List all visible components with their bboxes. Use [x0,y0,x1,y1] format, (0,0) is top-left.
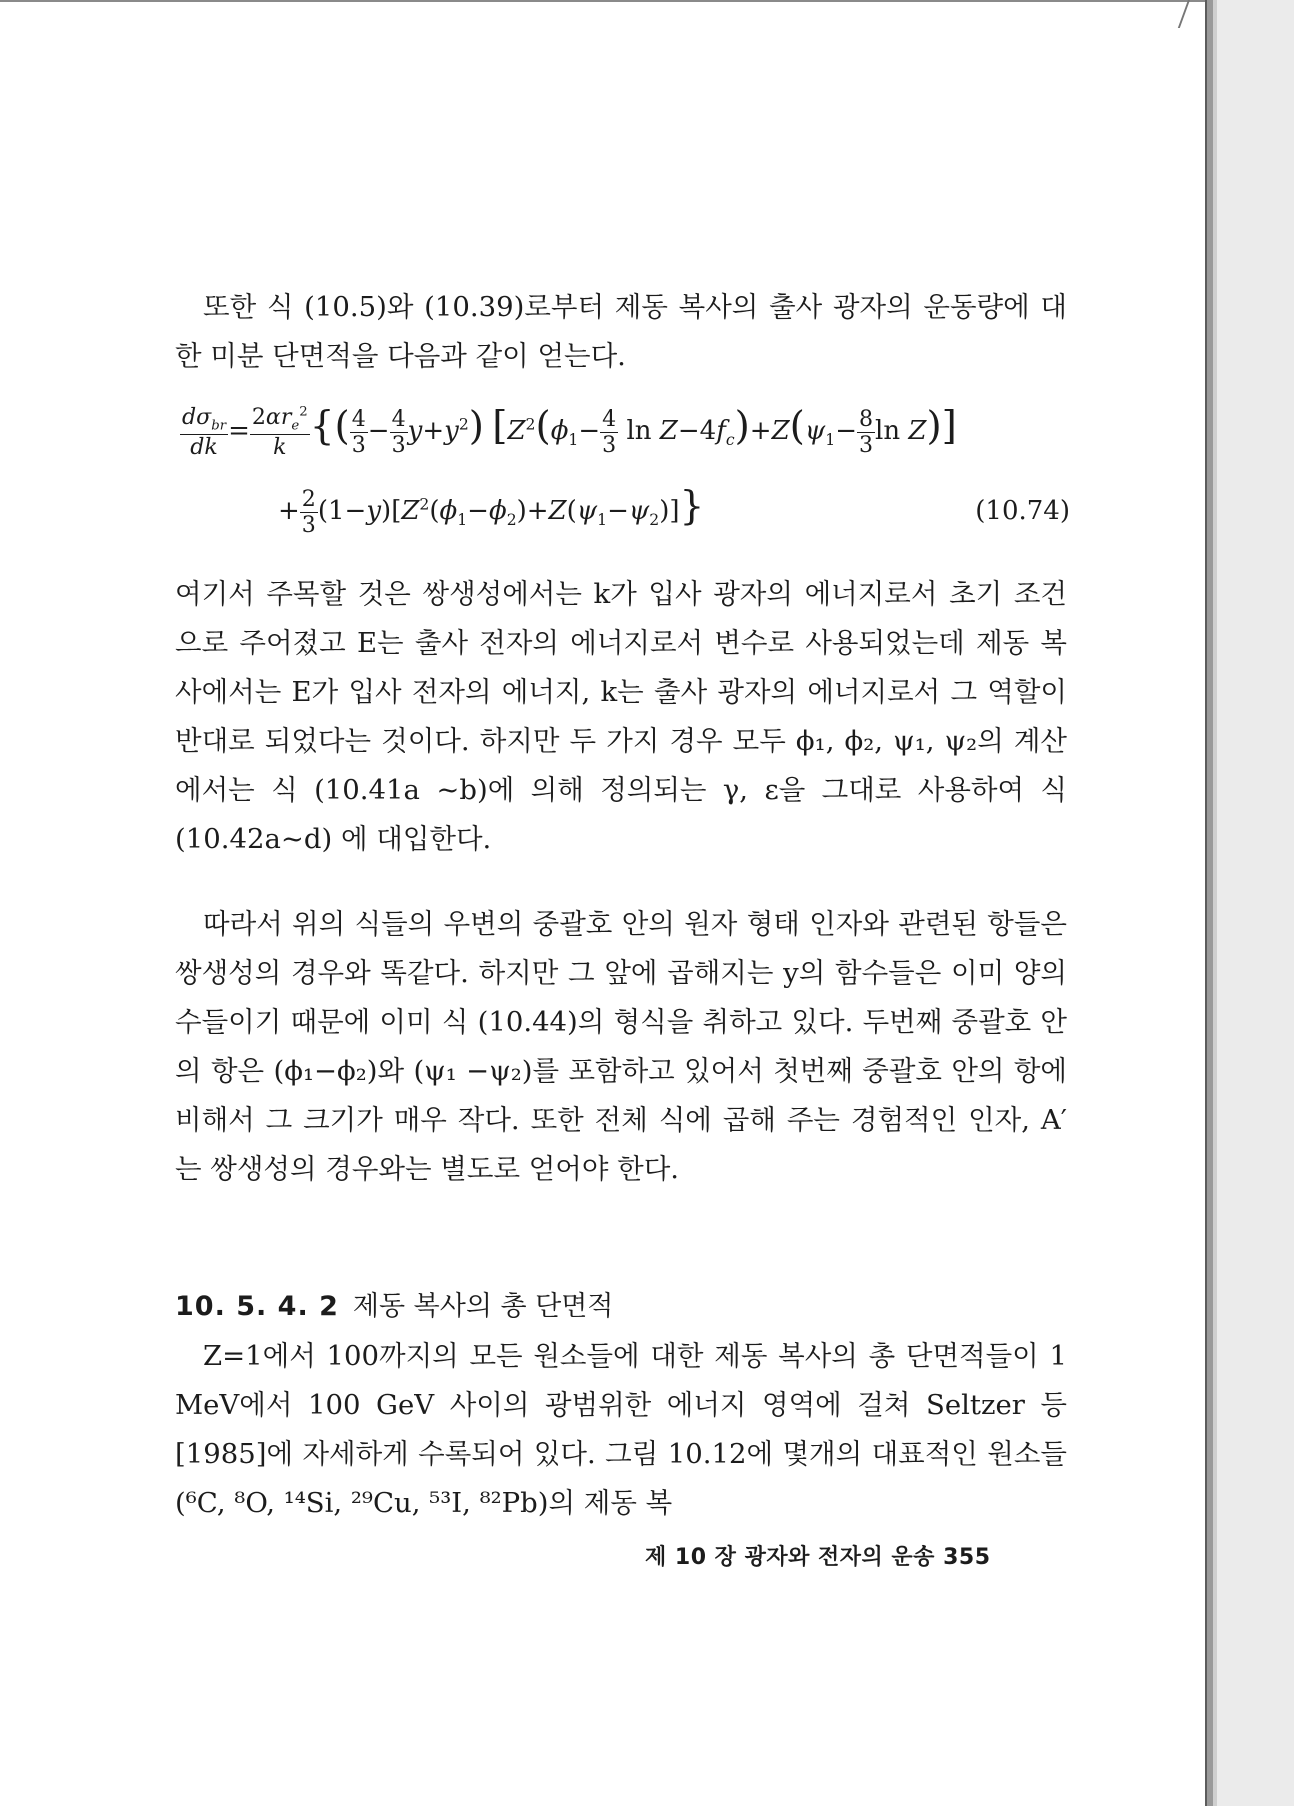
page-footer: 제 10 장 광자와 전자의 운송 355 [645,1545,991,1570]
equation-10-74 [180,404,1070,544]
equation-number: (10.74) [975,496,1070,526]
paragraph-total-cross-section-text: Z=1에서 100까지의 모든 원소들에 대한 제동 복사의 총 단면적들이 1 MeV에서 100 GeV 사이의 광범위한 에너지 영역에 걸쳐 Seltzer 등[1985]에 자세하게 수록되어 있다. 그림 10.12에 몇개의 대표적인 원소들(⁶C, ⁸O, ¹⁴Si, ²⁹Cu, ⁵³I, ⁸²Pb)의 제동 복 [175,1340,1067,1519]
paragraph-comparison [175,900,1067,1194]
paragraph-explanation-text: 여기서 주목할 것은 쌍생성에서는 k가 입사 광자의 에너지로서 초기 조건으로 주어졌고 E는 출사 전자의 에너지로서 변수로 사용되었는데 제동 복사에서는 E가 입사 전자의 에너지, k는 출사 광자의 에너지로서 그 역할이 반대로 되었다는 것이다. 하지만 두 가지 경우 모두 ϕ₁, ϕ₂, ψ₁, ψ₂의 계산에서는 식 (10.41a ~b)에 의해 정의되는 γ, ε을 그대로 사용하여 식 (10.42a~d) 에 대입한다. [175,578,1067,855]
section-number: 10. 5. 4. 2 [175,1291,339,1322]
page-corner-fold [1178,0,1202,28]
paragraph-intro [175,283,1067,381]
equation-line-1: $\frac{d\sigma_{br}}{dk}$ = $\frac{2\alpha r_e^2}{k}$ {( $\frac{4}{3}$ − $\frac{4}{3}$ $y+y^2$) [$Z^2(\phi_1-$ $\frac{4}{3}$ $\ln Z-4f_c)+Z(\psi_1-$ $\frac{8}{3}$ ln Z)] [182,403,957,460]
paragraph-comparison-text: 따라서 위의 식들의 우변의 중괄호 안의 원자 형태 인자와 관련된 항들은 쌍생성의 경우와 똑같다. 하지만 그 앞에 곱해지는 y의 함수들은 이미 양의 수들이기 때문에 이미 식 (10.44)의 형식을 취하고 있다. 두번째 중괄호 안의 항은 (ϕ₁−ϕ₂)와 (ψ₁ −ψ₂)를 포함하고 있어서 첫번째 중괄호 안의 항에 비해서 그 크기가 매우 작다. 또한 전체 식에 곱해 주는 경험적인 인자, A′ 는 쌍생성의 경우와는 별도로 얻어야 한다. [175,908,1068,1185]
section-title: 제동 복사의 총 단면적 [352,1291,614,1322]
paragraph-total-cross-section [175,1332,1067,1528]
paragraph-intro-text: 또한 식 (10.5)와 (10.39)로부터 제동 복사의 출사 광자의 운동량에 대한 미분 단면적을 다음과 같이 얻는다. [175,291,1067,372]
page-top-edge [0,0,1205,2]
section-heading [175,1284,613,1323]
paragraph-explanation [175,570,1067,864]
equation-line-2: + $\frac{2}{3}$ $(1-y)[Z^2(\phi_1-\phi_2)+Z(\psi_1-\psi_2)]$} [278,484,705,538]
